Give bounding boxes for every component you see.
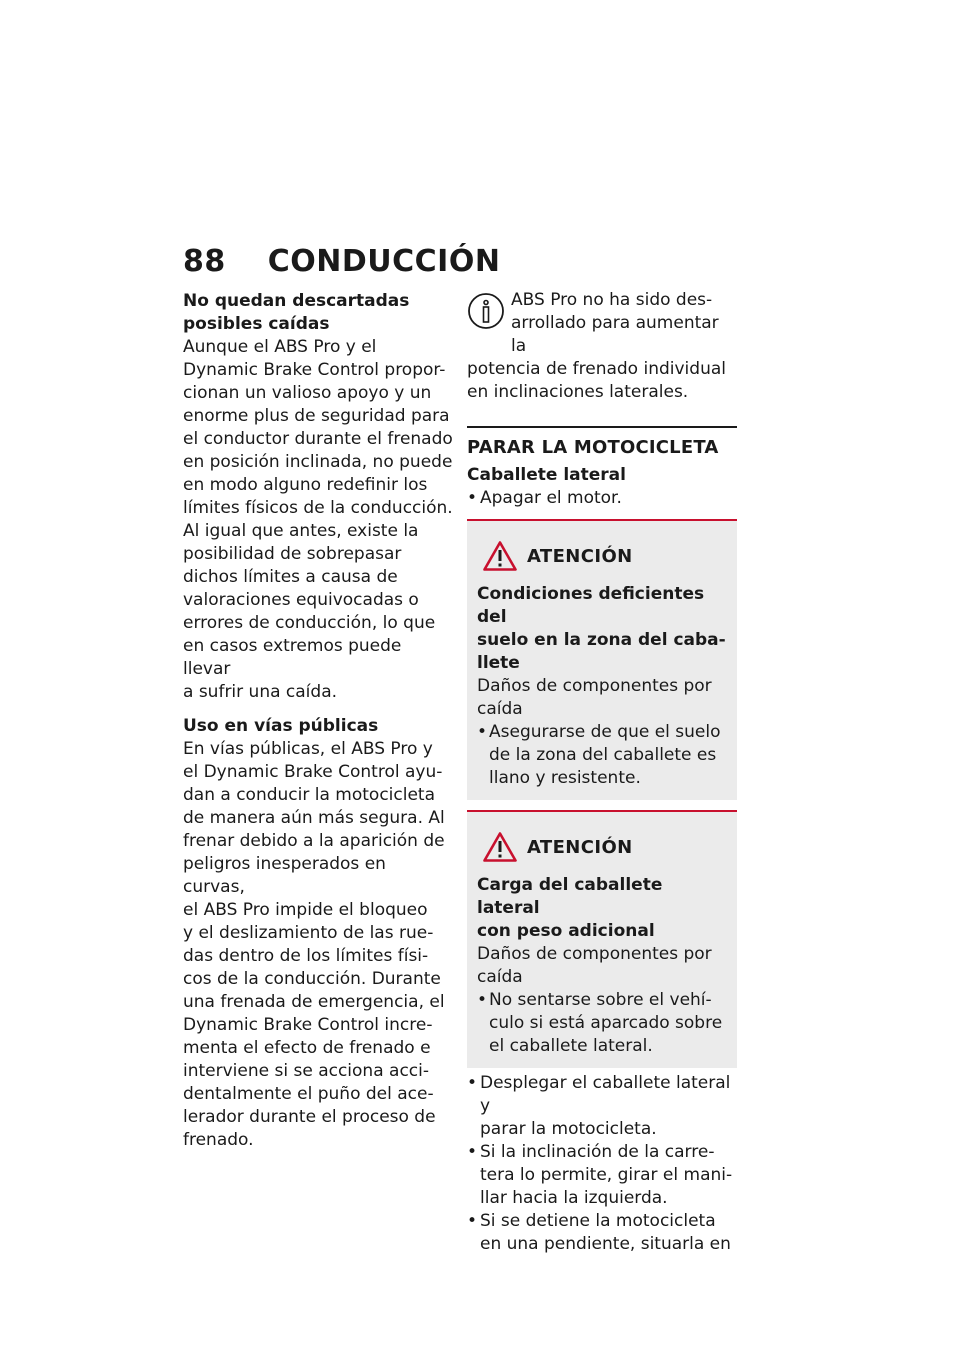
left-column (183, 290, 453, 1152)
section-title: PARAR LA MOTOCICLETA (467, 437, 719, 458)
warning-bullet: • No sentarse sobre el vehí- culo si está aparcado sobre el caballete lateral. (477, 990, 723, 1056)
warning-heading: Carga del caballete lateral con peso adicional (477, 875, 663, 941)
warning-box (467, 810, 737, 1068)
paragraph-public-roads: En vías públicas, el ABS Pro y el Dynamic Brake Control ayu- dan a conducir la motocicleta de manera aún más segura. Al frenar debido a la aparición de peligros inesperados en curvas, el ABS Pro impide el bloqueo y el deslizamiento de las rue- das dentro de los límites físi- cos de la conducción. Durante una frenada de emergencia, el Dynamic Brake Control incre- menta el efecto de frenado e interviene si se acciona acci- dentalmente el puño del ace- lerador durante el proceso de frenado. (183, 739, 445, 1150)
subheading-sidestand: Caballete lateral (467, 465, 626, 485)
warning-bullet: • Asegurarse de que el suelo de la zona del caballete es llano y resistente. (477, 722, 721, 788)
warning-box (467, 519, 737, 800)
chapter-title: CONDUCCIÓN (267, 244, 501, 279)
list-item: • Si se detiene la motocicleta en una pendiente, situarla en (467, 1211, 731, 1254)
right-column (467, 290, 737, 1256)
page-header (183, 244, 500, 279)
section-divider (467, 426, 737, 428)
info-note: ABS Pro no ha sido des- arrollado para aumentar la potencia de frenado individual en inclinaciones laterales. (467, 290, 726, 402)
subheading-public-roads: Uso en vías públicas (183, 716, 379, 736)
warning-title: ATENCIÓN (527, 545, 633, 567)
list-item: • Si la inclinación de la carre- tera lo permite, girar el mani- llar hacia la izquierda. (467, 1142, 733, 1208)
subheading-falls: No quedan descartadas posibles caídas (183, 291, 410, 334)
warning-title: ATENCIÓN (527, 836, 633, 858)
info-icon (467, 292, 505, 330)
page-number: 88 (183, 244, 226, 279)
warning-consequence: Daños de componentes por caída (477, 944, 712, 987)
warning-consequence: Daños de componentes por caída (477, 676, 712, 719)
paragraph-limits: Aunque el ABS Pro y el Dynamic Brake Control propor- cionan un valioso apoyo y un enorme plus de seguridad para el conductor durante el frenado en posición inclinada, no puede en modo alguno redefinir los límites físicos de la conducción. Al igual que antes, existe la posibilidad de sobrepasar dichos límites a causa de valoraciones equivocadas o errores de conducción, lo que en casos extremos puede llevar a sufrir una caída. (183, 337, 453, 702)
warning-triangle-icon (483, 832, 517, 862)
list-item: • Apagar el motor. (467, 488, 622, 508)
warning-triangle-icon (483, 541, 517, 571)
warning-heading: Condiciones deficientes del suelo en la zona del caba- llete (477, 584, 726, 673)
list-item: • Desplegar el caballete lateral y parar la motocicleta. (467, 1073, 731, 1139)
